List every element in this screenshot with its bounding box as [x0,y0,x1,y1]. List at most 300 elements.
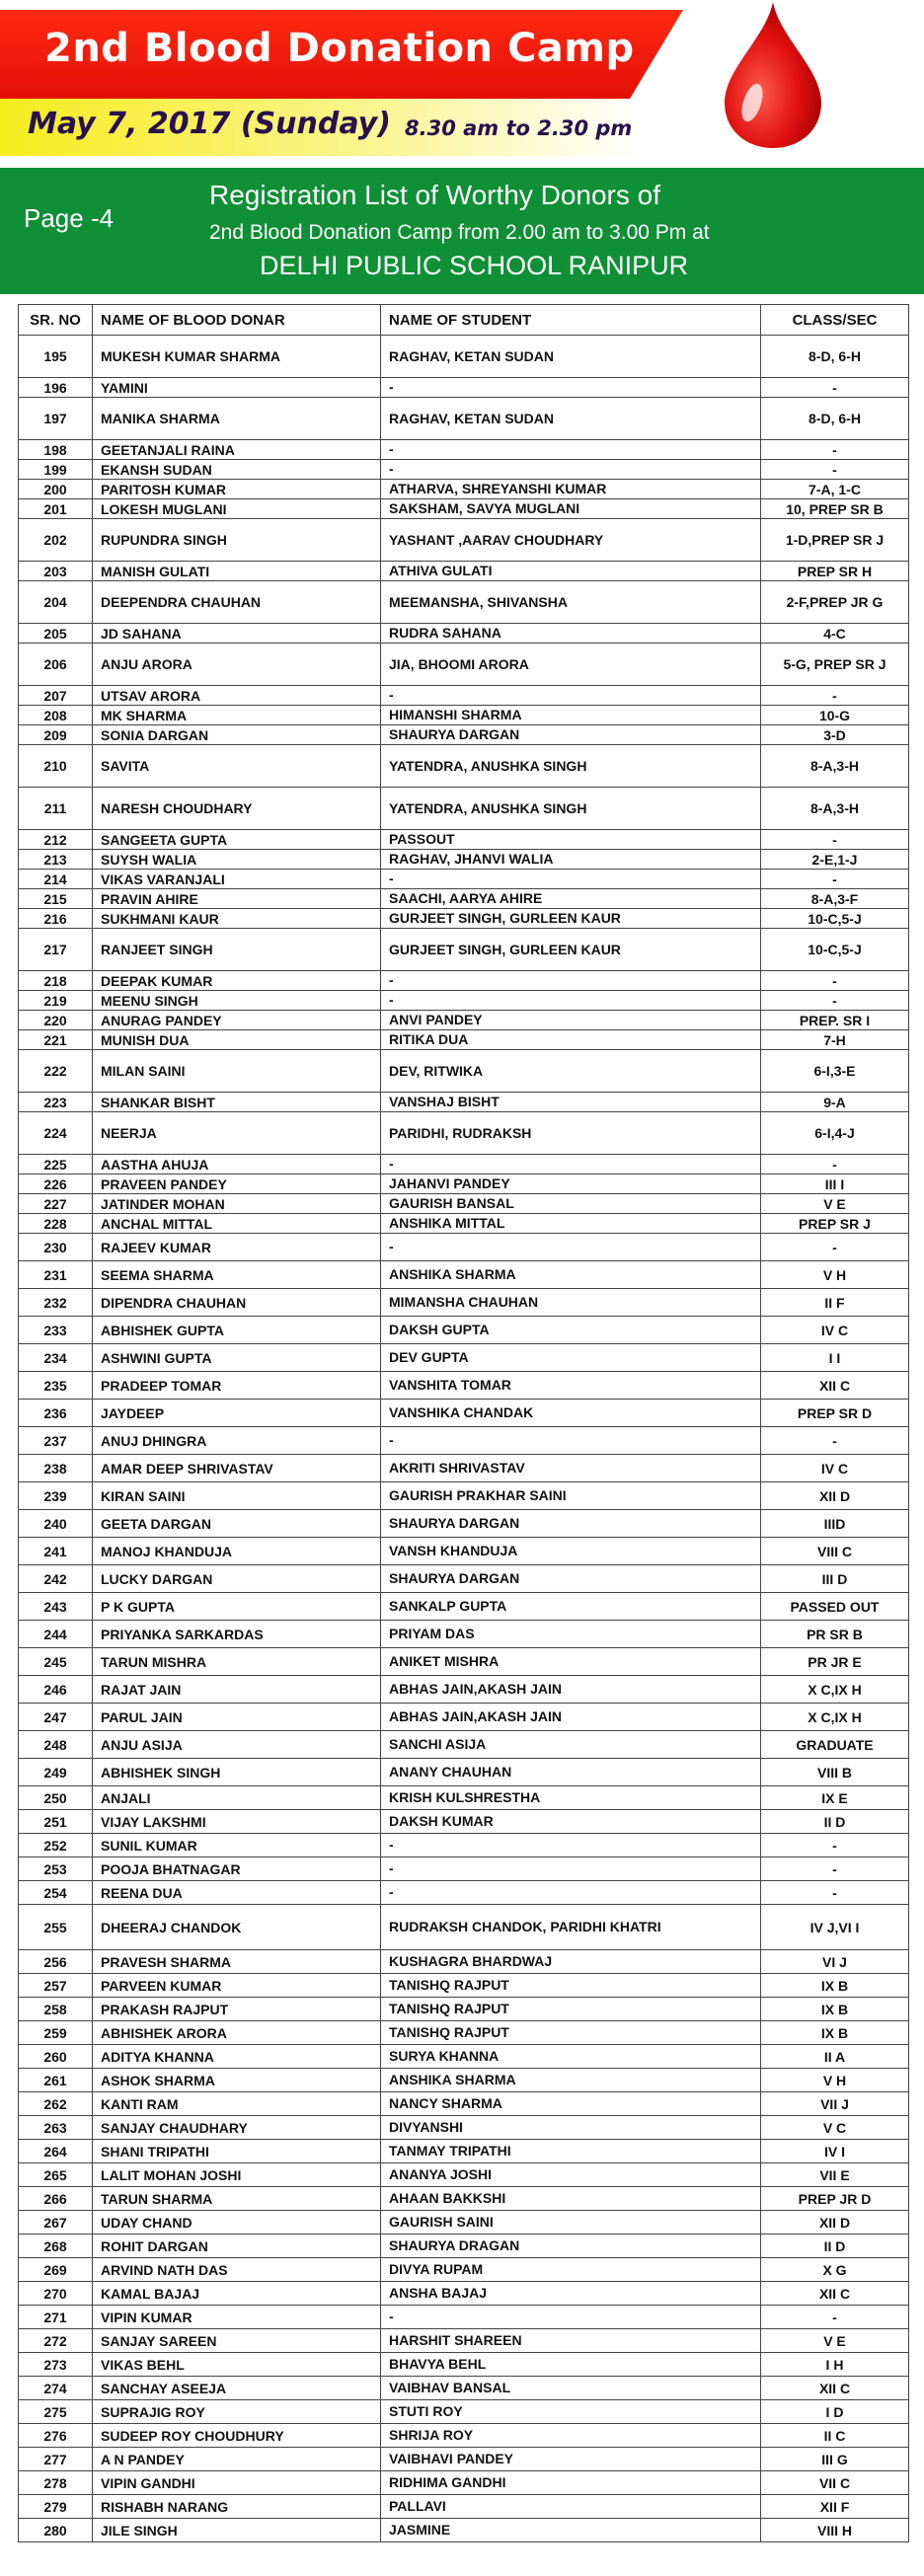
sr-no-cell: 253 [18,1857,92,1880]
sr-no-cell: 233 [18,1317,92,1343]
donor-name-cell: PRAVESH SHARMA [92,1950,380,1973]
class-sec-cell: - [760,870,909,888]
student-name-cell: TANISHQ RAJPUT [380,1998,760,2020]
table-row [18,1974,909,1998]
student-name-cell: JASMINE [380,2519,760,2541]
class-sec-cell: 5-G, PREP SR J [760,644,909,685]
donor-name-cell: ABHISHEK GUPTA [92,1317,380,1343]
class-sec-cell: PREP JR D [760,2187,909,2210]
donor-name-cell: PARUL JAIN [92,1704,380,1730]
sr-no-cell: 215 [18,889,92,908]
class-sec-cell: PR SR B [760,1621,909,1647]
sr-no-cell: 257 [18,1974,92,1997]
class-sec-cell: IV C [760,1317,909,1343]
sr-no-cell: 278 [18,2471,92,2494]
donor-name-cell: YAMINI [92,378,380,397]
sr-no-cell: 210 [18,745,92,787]
class-sec-cell: XII C [760,1372,909,1399]
table-row [18,1881,909,1905]
table-row [18,2519,909,2542]
sr-no-cell: 237 [18,1427,92,1454]
sr-no-cell: 272 [18,2329,92,2352]
class-sec-cell: PREP SR H [760,562,909,580]
sr-no-cell: 248 [18,1731,92,1758]
donor-name-cell: JATINDER MOHAN [92,1194,380,1213]
class-sec-cell: 4-C [760,624,909,643]
sr-no-cell: 279 [18,2495,92,2518]
table-row [18,1593,909,1621]
class-sec-cell: VIII C [760,1538,909,1564]
student-name-cell: - [380,440,760,459]
class-sec-cell: - [760,1155,909,1174]
sr-no-cell: 214 [18,870,92,888]
table-row [18,1565,909,1593]
class-sec-cell: II D [760,2235,909,2257]
donor-name-cell: MK SHARMA [92,706,380,724]
sr-no-cell: 242 [18,1565,92,1592]
donor-name-cell: SUNIL KUMAR [92,1834,380,1856]
class-sec-cell: 2-F,PREP JR G [760,581,909,623]
class-sec-cell: IIID [760,1510,909,1537]
student-name-cell: - [380,378,760,397]
donor-name-cell: MANOJ KHANDUJA [92,1538,380,1564]
class-sec-cell: - [760,2306,909,2328]
donor-name-cell: RANJEET SINGH [92,929,380,970]
donor-name-cell: PRADEEP TOMAR [92,1372,380,1399]
class-sec-cell: - [760,1857,909,1880]
donor-name-cell: GEETANJALI RAINA [92,440,380,459]
sr-no-cell: 262 [18,2092,92,2115]
donor-name-cell: ANURAG PANDEY [92,1011,380,1029]
donor-name-cell: ASHOK SHARMA [92,2069,380,2091]
table-row [18,929,909,971]
student-name-cell: VANSHITA TOMAR [380,1372,760,1399]
student-name-cell: ABHAS JAIN,AKASH JAIN [380,1704,760,1730]
student-name-cell: AKRITI SHRIVASTAV [380,1455,760,1481]
sr-no-cell: 280 [18,2519,92,2541]
student-name-cell: GURJEET SINGH, GURLEEN KAUR [380,929,760,970]
donor-name-cell: PRAVIN AHIRE [92,889,380,908]
donor-name-cell: SAVITA [92,745,380,787]
student-name-cell: DEV, RITWIKA [380,1050,760,1092]
class-sec-cell: X G [760,2258,909,2281]
class-sec-cell: IX B [760,1998,909,2020]
sr-no-cell: 259 [18,2021,92,2044]
sr-no-cell: 269 [18,2258,92,2281]
table-row [18,2116,909,2140]
student-name-cell: BHAVYA BEHL [380,2353,760,2376]
sr-no-cell: 203 [18,562,92,580]
sr-no-cell: 211 [18,788,92,829]
sr-no-cell: 238 [18,1455,92,1481]
donor-name-cell: KIRAN SAINI [92,1482,380,1509]
sr-no-cell: 235 [18,1372,92,1399]
table-row [18,499,909,519]
student-name-cell: - [380,686,760,705]
sr-no-cell: 263 [18,2116,92,2139]
donor-name-cell: ABHISHEK ARORA [92,2021,380,2044]
student-name-cell: PRIYAM DAS [380,1621,760,1647]
student-name-cell: VANSHAJ BISHT [380,1093,760,1111]
donor-name-cell: RISHABH NARANG [92,2495,380,2518]
student-name-cell: DAKSH KUMAR [380,1810,760,1833]
student-name-cell: SHAURYA DARGAN [380,725,760,744]
table-row [18,2163,909,2187]
student-name-cell: ATHARVA, SHREYANSHI KUMAR [380,480,760,498]
table-row [18,1482,909,1510]
donor-name-cell: SONIA DARGAN [92,725,380,744]
table-header [18,305,909,336]
sr-no-cell: 204 [18,581,92,623]
class-sec-cell: 7-H [760,1030,909,1049]
student-name-cell: KRISH KULSHRESTHA [380,1786,760,1809]
sr-no-cell: 224 [18,1112,92,1154]
table-row [18,2282,909,2306]
sr-no-cell: 258 [18,1998,92,2020]
sr-no-cell: 208 [18,706,92,724]
class-sec-cell: - [760,991,909,1010]
donor-name-cell: MANIKA SHARMA [92,398,380,439]
class-sec-cell: 9-A [760,1093,909,1111]
table-row [18,2448,909,2471]
sr-no-cell: 209 [18,725,92,744]
class-sec-cell: IV I [760,2140,909,2162]
table-row [18,562,909,581]
sr-no-cell: 228 [18,1214,92,1233]
class-sec-cell: XII F [760,2495,909,2518]
donor-name-cell: ADITYA KHANNA [92,2045,380,2068]
student-name-cell: SANKALP GUPTA [380,1593,760,1620]
class-sec-cell: VI J [760,1950,909,1973]
table-row [18,1950,909,1974]
student-name-cell: YATENDRA, ANUSHKA SINGH [380,788,760,829]
donor-name-cell: SHANKAR BISHT [92,1093,380,1111]
donor-name-cell: ROHIT DARGAN [92,2235,380,2257]
table-row [18,1317,909,1344]
donor-name-cell: ANJALI [92,1786,380,1809]
donor-name-cell: TARUN MISHRA [92,1648,380,1675]
student-name-cell: SURYA KHANNA [380,2045,760,2068]
student-name-cell: - [380,971,760,990]
class-sec-cell: II F [760,1289,909,1316]
class-sec-cell: V H [760,1261,909,1288]
sr-no-cell: 195 [18,336,92,377]
donor-name-cell: NEERJA [92,1112,380,1154]
sr-no-cell: 199 [18,460,92,479]
student-name-cell: AHAAN BAKKSHI [380,2187,760,2210]
table-row [18,1155,909,1174]
table-row [18,581,909,624]
table-row [18,830,909,850]
table-row [18,336,909,378]
table-row [18,1194,909,1214]
table-row [18,2400,909,2424]
sr-no-cell: 241 [18,1538,92,1564]
table-row [18,1234,909,1261]
sr-no-cell: 266 [18,2187,92,2210]
student-name-cell: DEV GUPTA [380,1344,760,1371]
student-name-cell: ANANYA JOSHI [380,2163,760,2186]
sr-no-cell: 206 [18,644,92,685]
table-row [18,1214,909,1234]
donor-name-cell: PARITOSH KUMAR [92,480,380,498]
table-row [18,2329,909,2353]
donor-name-cell: UTSAV ARORA [92,686,380,705]
donor-name-cell: JILE SINGH [92,2519,380,2541]
class-sec-cell: II A [760,2045,909,2068]
class-sec-cell: II C [760,2424,909,2447]
class-sec-cell: XII D [760,2211,909,2234]
table-row [18,2471,909,2495]
sr-no-cell: 205 [18,624,92,643]
class-sec-cell: II D [760,1810,909,1833]
student-name-cell: DIVYA RUPAM [380,2258,760,2281]
donor-name-cell: DEEPENDRA CHAUHAN [92,581,380,623]
class-sec-cell: 8-A,3-H [760,788,909,829]
class-sec-cell: - [760,440,909,459]
class-sec-cell: - [760,460,909,479]
sr-no-cell: 240 [18,1510,92,1537]
student-name-cell: PARIDHI, RUDRAKSH [380,1112,760,1154]
student-name-cell: ANSHIKA SHARMA [380,2069,760,2091]
table-row [18,788,909,830]
sr-no-cell: 196 [18,378,92,397]
table-row [18,725,909,745]
table-row [18,624,909,644]
page-header [0,0,924,166]
sr-no-cell: 220 [18,1011,92,1029]
sr-no-cell: 201 [18,499,92,518]
registration-subtitle: 2nd Blood Donation Camp from 2.00 am to 3.00 Pm at [209,221,710,244]
class-sec-cell: III G [760,2448,909,2470]
registration-title: Registration List of Worthy Donors of [209,180,661,210]
sr-no-cell: 207 [18,686,92,705]
class-sec-cell: X C,IX H [760,1704,909,1730]
student-name-cell: GAURISH PRAKHAR SAINI [380,1482,760,1509]
sr-no-cell: 277 [18,2448,92,2470]
student-name-cell: GAURISH SAINI [380,2211,760,2234]
class-sec-cell: III I [760,1174,909,1193]
sr-no-cell: 221 [18,1030,92,1049]
donor-name-cell: RAJEEV KUMAR [92,1234,380,1260]
sr-no-cell: 216 [18,909,92,928]
student-name-cell: SHAURYA DARGAN [380,1565,760,1592]
donor-name-cell: SUPRAJIG ROY [92,2400,380,2423]
class-sec-cell: 8-A,3-F [760,889,909,908]
sr-no-cell: 245 [18,1648,92,1675]
donor-name-cell: PARVEEN KUMAR [92,1974,380,1997]
sr-no-cell: 255 [18,1905,92,1949]
class-sec-cell: X C,IX H [760,1676,909,1703]
table-row [18,2235,909,2258]
class-sec-cell: 2-E,1-J [760,850,909,869]
student-name-cell: VANSH KHANDUJA [380,1538,760,1564]
class-sec-cell: - [760,1427,909,1454]
donor-name-cell: VIPIN GANDHI [92,2471,380,2494]
sr-no-cell: 212 [18,830,92,849]
donor-name-cell: POOJA BHATNAGAR [92,1857,380,1880]
sr-no-cell: 225 [18,1155,92,1174]
student-name-cell: RUDRA SAHANA [380,624,760,643]
table-row [18,745,909,788]
donor-name-cell: AASTHA AHUJA [92,1155,380,1174]
class-sec-cell: 6-I,4-J [760,1112,909,1154]
donor-name-cell: SANJAY SAREEN [92,2329,380,2352]
student-name-cell: GURJEET SINGH, GURLEEN KAUR [380,909,760,928]
class-sec-cell: - [760,830,909,849]
sr-no-cell: 264 [18,2140,92,2162]
table-row [18,1676,909,1704]
donor-name-cell: ANUJ DHINGRA [92,1427,380,1454]
student-name-cell: TANISHQ RAJPUT [380,1974,760,1997]
table-row [18,2069,909,2092]
donor-name-cell: ABHISHEK SINGH [92,1759,380,1785]
student-name-cell: SAKSHAM, SAVYA MUGLANI [380,499,760,518]
donor-name-cell: PRAKASH RAJPUT [92,1998,380,2020]
class-sec-cell: VIII B [760,1759,909,1785]
table-row [18,1093,909,1112]
camp-title: 2nd Blood Donation Camp [44,26,635,71]
sr-no-cell: 232 [18,1289,92,1316]
student-name-cell: RIDHIMA GANDHI [380,2471,760,2494]
header-student-name: NAME OF STUDENT [380,305,760,335]
donor-name-cell: A N PANDEY [92,2448,380,2470]
table-row [18,1648,909,1676]
donor-name-cell: AMAR DEEP SHRIVASTAV [92,1455,380,1481]
table-row [18,686,909,706]
table-row [18,2140,909,2163]
student-name-cell: RUDRAKSH CHANDOK, PARIDHI KHATRI [380,1905,760,1949]
student-name-cell: - [380,1881,760,1904]
donor-name-cell: MILAN SAINI [92,1050,380,1092]
class-sec-cell: 8-A,3-H [760,745,909,787]
table-row [18,1455,909,1482]
student-name-cell: - [380,1834,760,1856]
class-sec-cell: 3-D [760,725,909,744]
table-row [18,1810,909,1834]
table-row [18,1510,909,1538]
table-row [18,991,909,1011]
table-row [18,1112,909,1155]
donor-name-cell: MANISH GULATI [92,562,380,580]
sr-no-cell: 247 [18,1704,92,1730]
student-name-cell: NANCY SHARMA [380,2092,760,2115]
class-sec-cell: 6-I,3-E [760,1050,909,1092]
student-name-cell: RITIKA DUA [380,1030,760,1049]
header-class-sec: CLASS/SEC [760,305,909,335]
table-body [18,336,909,2542]
donor-name-cell: ANJU ASIJA [92,1731,380,1758]
student-name-cell: ABHAS JAIN,AKASH JAIN [380,1676,760,1703]
donor-name-cell: VIKAS BEHL [92,2353,380,2376]
table-row [18,706,909,725]
sr-no-cell: 230 [18,1234,92,1260]
table-row [18,480,909,499]
table-row [18,1372,909,1400]
table-row [18,909,909,929]
table-row [18,2306,909,2329]
donor-name-cell: JAYDEEP [92,1400,380,1426]
camp-time: 8.30 am to 2.30 pm [405,116,633,140]
class-sec-cell: VIII H [760,2519,909,2541]
sr-no-cell: 274 [18,2377,92,2399]
class-sec-cell: - [760,686,909,705]
student-name-cell: ATHIVA GULATI [380,562,760,580]
student-name-cell: RAGHAV, KETAN SUDAN [380,336,760,377]
sr-no-cell: 254 [18,1881,92,1904]
student-name-cell: - [380,460,760,479]
donor-name-cell: JD SAHANA [92,624,380,643]
student-name-cell: DIVYANSHI [380,2116,760,2139]
class-sec-cell: I I [760,1344,909,1371]
donor-name-cell: P K GUPTA [92,1593,380,1620]
table-row [18,870,909,889]
sr-no-cell: 213 [18,850,92,869]
donor-name-cell: REENA DUA [92,1881,380,1904]
donor-name-cell: DEEPAK KUMAR [92,971,380,990]
sr-no-cell: 200 [18,480,92,498]
class-sec-cell: 7-A, 1-C [760,480,909,498]
table-row [18,1030,909,1050]
class-sec-cell: IX B [760,2021,909,2044]
donor-name-cell: KANTI RAM [92,2092,380,2115]
donor-name-cell: VIJAY LAKSHMI [92,1810,380,1833]
donor-name-cell: DHEERAJ CHANDOK [92,1905,380,1949]
donor-name-cell: VIPIN KUMAR [92,2306,380,2328]
sr-no-cell: 223 [18,1093,92,1111]
table-row [18,1289,909,1317]
sr-no-cell: 236 [18,1400,92,1426]
sr-no-cell: 239 [18,1482,92,1509]
class-sec-cell: GRADUATE [760,1731,909,1758]
header-donor-name: NAME OF BLOOD DONAR [92,305,380,335]
donor-name-cell: LOKESH MUGLANI [92,499,380,518]
sr-no-cell: 251 [18,1810,92,1833]
student-name-cell: VAIBHAV BANSAL [380,2377,760,2399]
class-sec-cell: VII C [760,2471,909,2494]
donor-name-cell: GEETA DARGAN [92,1510,380,1537]
table-row [18,1834,909,1857]
class-sec-cell: V H [760,2069,909,2091]
student-name-cell: TANISHQ RAJPUT [380,2021,760,2044]
table-row [18,1731,909,1759]
student-name-cell: YATENDRA, ANUSHKA SINGH [380,745,760,787]
class-sec-cell: VII E [760,2163,909,2186]
donor-name-cell: SUYSH WALIA [92,850,380,869]
table-row [18,1400,909,1427]
class-sec-cell: - [760,1834,909,1856]
sr-no-cell: 267 [18,2211,92,2234]
class-sec-cell: 1-D,PREP SR J [760,519,909,561]
donor-name-cell: VIKAS VARANJALI [92,870,380,888]
student-name-cell: VAIBHAVI PANDEY [380,2448,760,2470]
sr-no-cell: 244 [18,1621,92,1647]
donor-name-cell: PRAVEEN PANDEY [92,1174,380,1193]
donor-name-cell: KAMAL BAJAJ [92,2282,380,2305]
table-row [18,1759,909,1786]
table-row [18,2377,909,2400]
donor-name-cell: MUKESH KUMAR SHARMA [92,336,380,377]
donor-name-cell: EKANSH SUDAN [92,460,380,479]
class-sec-cell: XII C [760,2377,909,2399]
student-name-cell: PALLAVI [380,2495,760,2518]
class-sec-cell: 10-G [760,706,909,724]
table-row [18,1857,909,1881]
student-name-cell: SHAURYA DARGAN [380,1510,760,1537]
class-sec-cell: 10-C,5-J [760,909,909,928]
sr-no-cell: 227 [18,1194,92,1213]
student-name-cell: ANSHIKA SHARMA [380,1261,760,1288]
